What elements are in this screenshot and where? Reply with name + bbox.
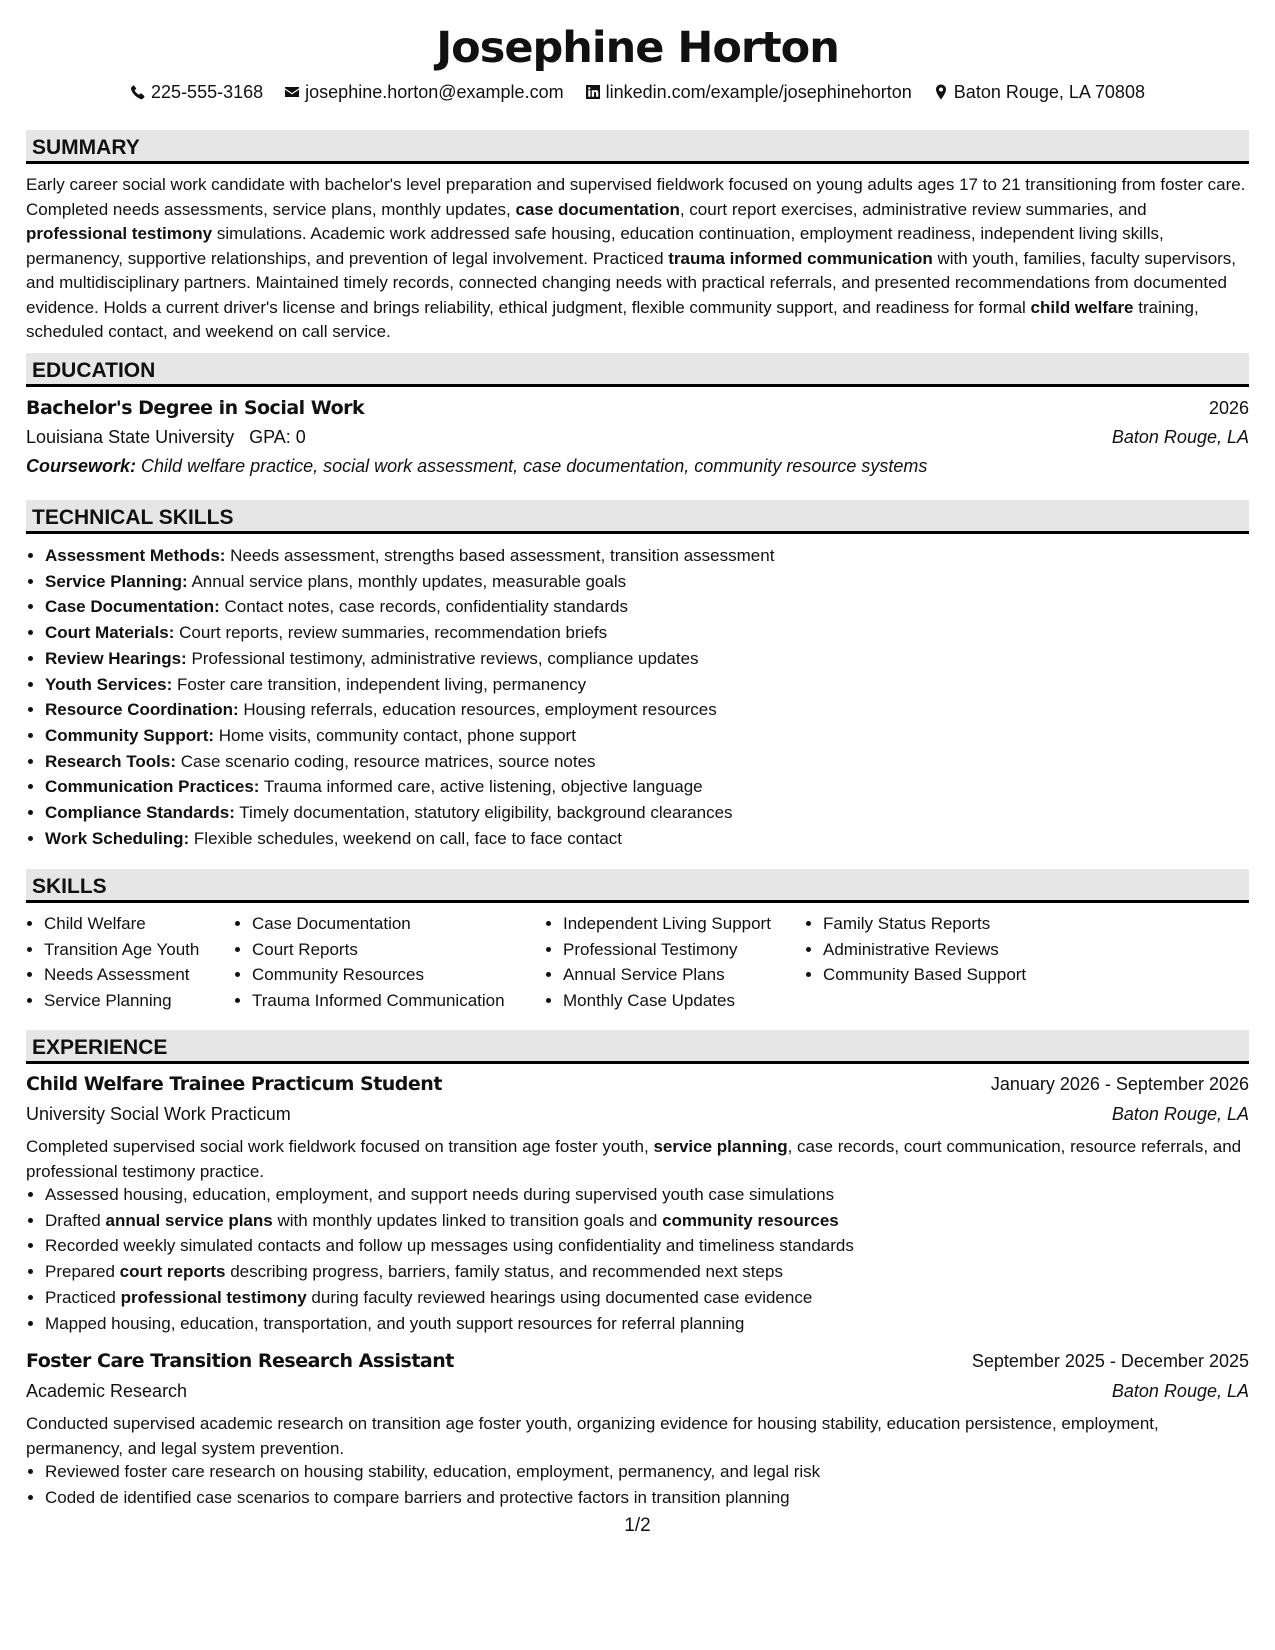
phone-icon <box>130 84 146 100</box>
skill-category: Research Tools: <box>45 751 177 771</box>
technical-skill-item <box>45 646 1249 672</box>
technical-skill-item <box>45 800 1249 826</box>
skill-item: • Independent Living Support <box>563 911 771 937</box>
job-bullet <box>45 1233 1249 1259</box>
skill-item: • Child Welfare <box>44 911 199 937</box>
coursework-label: Coursework: <box>26 456 137 476</box>
text-run: Assessed housing, education, employment, and support needs during supervised youth case simulations <box>45 1185 835 1204</box>
emphasis-text: professional testimony <box>26 224 213 243</box>
text-run: Recorded weekly simulated contacts and follow up messages using confidentiality and timeliness standards <box>45 1236 854 1256</box>
technical-skill-item <box>45 697 1249 723</box>
skill-item: • Community Resources <box>252 962 505 988</box>
skill-category: Review Hearings: <box>45 648 187 668</box>
skill-item: • Case Documentation <box>252 911 505 937</box>
job-1-description <box>26 1135 1249 1184</box>
job-title: Foster Care Transition Research Assistant <box>26 1350 454 1372</box>
skill-category: Communication Practices: <box>45 777 260 797</box>
page-number: 1/2 <box>624 1515 651 1536</box>
technical-skill-item <box>45 826 1249 852</box>
skill-details: Contact notes, case records, confidentiality standards <box>219 597 628 617</box>
location-text: Baton Rouge, LA 70808 <box>953 82 1145 102</box>
job-title: Child Welfare Trainee Practicum Student <box>26 1073 442 1095</box>
summary-text <box>26 173 1249 345</box>
emphasis-text: service planning <box>653 1137 788 1156</box>
technical-skill-item <box>45 620 1249 646</box>
map-pin-icon <box>933 84 949 100</box>
job-bullet <box>45 1208 1249 1234</box>
text-run: with youth, families, faculty supervisors, and multidisciplinary partners. Maintained timely records, connected changing needs with practical referrals, and presented recommendations from documented evidence. Holds a current driver's license and brings reliability, ethical judgment, flexible community support, and readiness for formal <box>26 248 1237 317</box>
skills-column <box>545 911 771 1014</box>
phone-text: 225-555-3168 <box>151 82 264 102</box>
skill-details: Professional testimony, administrative reviews, compliance updates <box>186 648 699 668</box>
skill-item: • Transition Age Youth <box>44 937 199 963</box>
skills-column <box>805 911 1026 988</box>
graduation-year: 2026 <box>1208 398 1249 418</box>
skill-category: Case Documentation: <box>45 597 220 617</box>
technical-skill-item <box>45 672 1249 698</box>
email-text: josephine.horton@example.com <box>305 82 564 102</box>
text-run: Coded de identified case scenarios to compare barriers and protective factors in transition planning <box>45 1487 790 1507</box>
text-run: during faculty reviewed hearings using documented case evidence <box>306 1287 813 1307</box>
resume-page <box>26 0 1249 1650</box>
job-bullet <box>45 1485 1249 1511</box>
technical-skills-heading: TECHNICAL SKILLS <box>26 500 1249 534</box>
job-bullet <box>45 1182 1249 1208</box>
skill-category: Court Materials: <box>45 623 175 643</box>
skill-item: • Needs Assessment <box>44 962 199 988</box>
skill-category: Youth Services: <box>45 674 173 694</box>
linkedin-text: linkedin.com/example/josephinehorton <box>605 82 912 102</box>
skill-category: Resource Coordination: <box>45 700 239 720</box>
job-2-bullets <box>26 1459 1249 1510</box>
skill-details: Flexible schedules, weekend on call, face to face contact <box>189 828 623 848</box>
text-run: Drafted <box>45 1210 106 1230</box>
technical-skill-item <box>45 723 1249 749</box>
coursework-text: Child welfare practice, social work assessment, case documentation, community resource systems <box>141 456 928 476</box>
skill-details: Needs assessment, strengths based assessment, transition assessment <box>225 546 775 565</box>
skill-details: Foster care transition, independent living, permanency <box>172 674 587 694</box>
education-heading: EDUCATION <box>26 353 1249 387</box>
text-run: Completed supervised social work fieldwork focused on transition age foster youth, <box>26 1137 654 1156</box>
emphasis-text: community resources <box>662 1210 839 1230</box>
text-run: Mapped housing, education, transportation, and youth support resources for referral planning <box>45 1313 745 1333</box>
job-location: Baton Rouge, LA <box>1111 1104 1249 1124</box>
contact-linkedin[interactable] <box>585 80 912 104</box>
contact-location <box>933 80 1145 104</box>
job-dates: September 2025 - December 2025 <box>971 1351 1249 1371</box>
degree-name: Bachelor's Degree in Social Work <box>26 397 365 419</box>
text-run: Practiced <box>45 1287 121 1307</box>
contact-phone[interactable] <box>130 80 263 104</box>
text-run: Early career social work candidate with bachelor's level preparation and supervised fieldwork focused on young adults ages 17 to 21 transitioning from foster care. Completed needs assessments, service plans, monthly updates, <box>26 175 1246 219</box>
skill-item: • Family Status Reports <box>823 911 1026 937</box>
gpa: GPA: 0 <box>249 427 306 447</box>
job-2-description <box>26 1412 1249 1461</box>
text-run: simulations. Academic work addressed safe housing, education continuation, employment readiness, independent living skills, permanency, supportive relationships, and prevention of legal involvement. Practiced <box>26 224 1164 268</box>
emphasis-text: annual service plans <box>105 1210 273 1230</box>
technical-skill-item <box>45 774 1249 800</box>
skill-category: Community Support: <box>45 725 215 745</box>
job-1-bullets <box>26 1182 1249 1336</box>
contact-line <box>26 80 1249 104</box>
text-run: with monthly updates linked to transition goals and <box>272 1210 663 1230</box>
text-run: describing progress, barriers, family status, and recommended next steps <box>225 1262 783 1282</box>
job-org: University Social Work Practicum <box>26 1104 291 1124</box>
skills-heading: SKILLS <box>26 869 1249 903</box>
text-run: Conducted supervised academic research on transition age foster youth, organizing evidence for housing stability, education persistence, employment, permanency, and legal system prevention. <box>26 1414 1159 1458</box>
experience-heading: EXPERIENCE <box>26 1030 1249 1064</box>
emphasis-text: child welfare <box>1030 297 1134 317</box>
skills-column <box>234 911 505 1014</box>
skill-item: • Administrative Reviews <box>823 937 1026 963</box>
technical-skill-item <box>45 594 1249 620</box>
envelope-icon <box>284 84 300 100</box>
technical-skill-item <box>45 543 1249 569</box>
job-bullet <box>45 1311 1249 1337</box>
skill-details: Housing referrals, education resources, employment resources <box>238 700 717 720</box>
skill-item: • Annual Service Plans <box>563 962 771 988</box>
skill-details: Case scenario coding, resource matrices, source notes <box>176 751 596 771</box>
text-run: , case records, court communication, resource referrals, and professional testimony practice. <box>26 1137 1242 1181</box>
contact-email[interactable] <box>284 80 563 104</box>
job-bullet <box>45 1285 1249 1311</box>
technical-skills-list <box>26 543 1249 851</box>
technical-skill-item <box>45 569 1249 595</box>
skill-item: • Trauma Informed Communication <box>252 988 505 1014</box>
skill-details: Annual service plans, monthly updates, measurable goals <box>187 571 627 591</box>
school-name: Louisiana State University <box>26 427 235 447</box>
skill-item: • Monthly Case Updates <box>563 988 771 1014</box>
technical-skill-item <box>45 749 1249 775</box>
skill-details: Court reports, review summaries, recommendation briefs <box>174 623 608 643</box>
skill-item: • Court Reports <box>252 937 505 963</box>
skill-category: Compliance Standards: <box>45 803 235 823</box>
candidate-name: Josephine Horton <box>436 23 839 73</box>
text-run: Prepared <box>45 1262 120 1282</box>
job-bullet <box>45 1459 1249 1485</box>
skill-item: • Community Based Support <box>823 962 1026 988</box>
skill-details: Trauma informed care, active listening, objective language <box>259 777 703 797</box>
school-info <box>26 424 306 450</box>
emphasis-text: trauma informed communication <box>668 248 933 268</box>
job-location: Baton Rouge, LA <box>1111 1381 1249 1401</box>
job-org: Academic Research <box>26 1381 188 1401</box>
text-run: Reviewed foster care research on housing stability, education, employment, permanency, and legal risk <box>45 1462 821 1481</box>
skill-details: Home visits, community contact, phone support <box>214 725 576 745</box>
skill-details: Timely documentation, statutory eligibility, background clearances <box>234 803 733 823</box>
skill-item: • Service Planning <box>44 988 199 1014</box>
skill-category: Work Scheduling: <box>45 828 190 848</box>
job-dates: January 2026 - September 2026 <box>990 1074 1249 1094</box>
emphasis-text: professional testimony <box>120 1287 307 1307</box>
skills-grid <box>26 911 1249 1021</box>
job-bullet <box>45 1259 1249 1285</box>
emphasis-text: court reports <box>119 1262 226 1282</box>
text-run: training, scheduled contact, and weekend on call service. <box>26 297 1199 341</box>
skill-item: • Professional Testimony <box>563 937 771 963</box>
linkedin-icon <box>585 84 601 100</box>
emphasis-text: case documentation <box>515 199 680 219</box>
skill-category: Assessment Methods: <box>45 546 226 565</box>
skill-category: Service Planning: <box>45 571 188 591</box>
summary-heading: SUMMARY <box>26 130 1249 164</box>
text-run: , court report exercises, administrative review summaries, and <box>679 199 1147 219</box>
skills-column <box>26 911 199 1014</box>
school-location: Baton Rouge, LA <box>1111 427 1249 447</box>
